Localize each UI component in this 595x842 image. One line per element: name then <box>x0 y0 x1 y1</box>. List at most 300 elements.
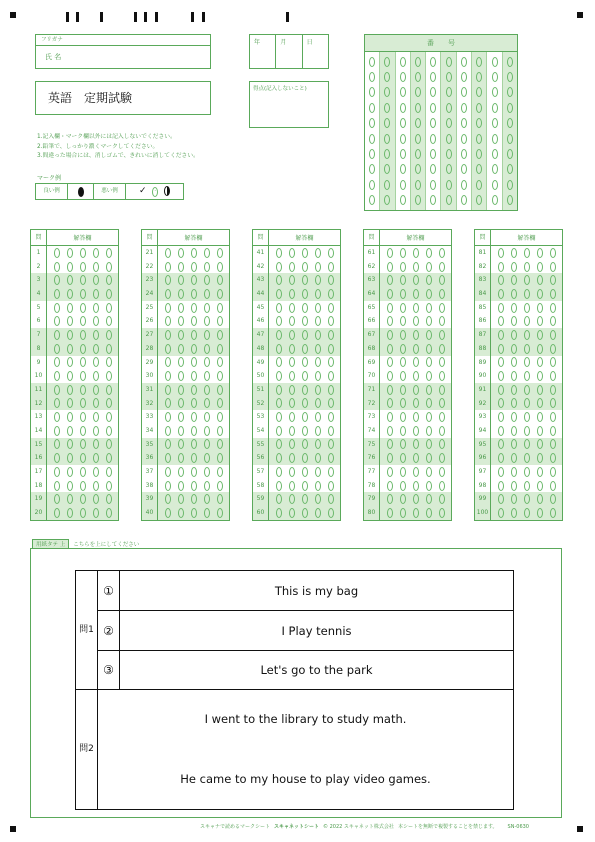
answer-bubble[interactable] <box>54 494 60 504</box>
answer-bubble[interactable] <box>80 453 86 463</box>
number-bubble[interactable] <box>430 118 436 128</box>
answer-bubble[interactable] <box>550 398 556 408</box>
answer-row[interactable] <box>475 506 562 520</box>
answer-bubble[interactable] <box>537 316 543 326</box>
answer-bubble[interactable] <box>93 330 99 340</box>
answer-row[interactable] <box>364 356 451 370</box>
answer-bubble[interactable] <box>204 262 210 272</box>
number-bubble[interactable] <box>430 57 436 67</box>
answer-bubble[interactable] <box>165 467 171 477</box>
answer-bubble[interactable] <box>191 357 197 367</box>
answer-bubble[interactable] <box>204 508 210 518</box>
answer-bubble[interactable] <box>178 275 184 285</box>
number-bubble[interactable] <box>492 149 498 159</box>
number-bubble[interactable] <box>507 134 513 144</box>
answer-bubble[interactable] <box>426 330 432 340</box>
answer-row[interactable] <box>364 287 451 301</box>
answer-row[interactable] <box>253 465 340 479</box>
answer-bubble[interactable] <box>165 481 171 491</box>
answer-bubble[interactable] <box>537 330 543 340</box>
number-bubble[interactable] <box>461 103 467 113</box>
answer-row[interactable] <box>142 260 229 274</box>
answer-bubble[interactable] <box>178 494 184 504</box>
answer-bubble[interactable] <box>106 275 112 285</box>
answer-bubble[interactable] <box>498 508 504 518</box>
answer-bubble[interactable] <box>426 371 432 381</box>
answer-row[interactable] <box>364 492 451 506</box>
answer-bubble[interactable] <box>289 357 295 367</box>
answer-bubble[interactable] <box>315 316 321 326</box>
number-bubble[interactable] <box>461 164 467 174</box>
answer-bubble[interactable] <box>191 248 197 258</box>
answer-bubble[interactable] <box>106 426 112 436</box>
answer-bubble[interactable] <box>498 275 504 285</box>
answer-bubble[interactable] <box>550 289 556 299</box>
answer-bubble[interactable] <box>93 303 99 313</box>
answer-bubble[interactable] <box>426 481 432 491</box>
answer-bubble[interactable] <box>439 357 445 367</box>
answer-bubble[interactable] <box>550 303 556 313</box>
answer-row[interactable] <box>142 451 229 465</box>
answer-row[interactable] <box>142 369 229 383</box>
answer-bubble[interactable] <box>302 426 308 436</box>
answer-bubble[interactable] <box>387 385 393 395</box>
answer-bubble[interactable] <box>328 439 334 449</box>
answer-bubble[interactable] <box>315 303 321 313</box>
answer-bubble[interactable] <box>498 398 504 408</box>
number-bubble[interactable] <box>446 103 452 113</box>
answer-row[interactable] <box>142 424 229 438</box>
answer-bubble[interactable] <box>178 344 184 354</box>
answer-bubble[interactable] <box>80 330 86 340</box>
answer-bubble[interactable] <box>511 412 517 422</box>
answer-bubble[interactable] <box>524 453 530 463</box>
number-bubble[interactable] <box>430 180 436 190</box>
number-column[interactable] <box>503 52 517 210</box>
number-bubble[interactable] <box>476 57 482 67</box>
answer-bubble[interactable] <box>315 398 321 408</box>
answer-bubble[interactable] <box>54 248 60 258</box>
answer-bubble[interactable] <box>413 494 419 504</box>
answer-bubble[interactable] <box>426 385 432 395</box>
number-bubble[interactable] <box>507 103 513 113</box>
answer-bubble[interactable] <box>80 248 86 258</box>
answer-bubble[interactable] <box>328 371 334 381</box>
answer-row[interactable] <box>31 369 118 383</box>
answer-bubble[interactable] <box>328 494 334 504</box>
answer-row[interactable] <box>364 246 451 260</box>
answer-bubble[interactable] <box>93 371 99 381</box>
answer-bubble[interactable] <box>204 330 210 340</box>
answer-bubble[interactable] <box>67 316 73 326</box>
answer-bubble[interactable] <box>315 508 321 518</box>
answer-row[interactable] <box>142 479 229 493</box>
answer-bubble[interactable] <box>204 316 210 326</box>
answer-bubble[interactable] <box>537 508 543 518</box>
answer-bubble[interactable] <box>413 344 419 354</box>
answer-bubble[interactable] <box>498 385 504 395</box>
answer-row[interactable] <box>253 506 340 520</box>
answer-row[interactable] <box>31 314 118 328</box>
answer-bubble[interactable] <box>537 385 543 395</box>
answer-bubble[interactable] <box>315 330 321 340</box>
answer-bubble[interactable] <box>204 398 210 408</box>
answer-bubble[interactable] <box>54 453 60 463</box>
answer-bubble[interactable] <box>439 439 445 449</box>
answer-bubble[interactable] <box>67 344 73 354</box>
answer-bubble[interactable] <box>550 316 556 326</box>
answer-bubble[interactable] <box>106 248 112 258</box>
answer-bubble[interactable] <box>498 494 504 504</box>
answer-bubble[interactable] <box>54 385 60 395</box>
answer-bubble[interactable] <box>387 330 393 340</box>
answer-bubble[interactable] <box>106 316 112 326</box>
answer-bubble[interactable] <box>413 371 419 381</box>
answer-bubble[interactable] <box>315 262 321 272</box>
answer-bubble[interactable] <box>537 275 543 285</box>
number-bubble[interactable] <box>384 57 390 67</box>
answer-bubble[interactable] <box>413 412 419 422</box>
answer-bubble[interactable] <box>511 344 517 354</box>
answer-bubble[interactable] <box>387 357 393 367</box>
number-column[interactable] <box>380 52 395 210</box>
answer-bubble[interactable] <box>511 262 517 272</box>
answer-bubble[interactable] <box>93 494 99 504</box>
answer-bubble[interactable] <box>400 453 406 463</box>
answer-bubble[interactable] <box>191 481 197 491</box>
answer-bubble[interactable] <box>302 385 308 395</box>
answer-bubble[interactable] <box>191 275 197 285</box>
answer-bubble[interactable] <box>165 303 171 313</box>
answer-bubble[interactable] <box>524 426 530 436</box>
answer-row[interactable] <box>475 410 562 424</box>
answer-bubble[interactable] <box>178 467 184 477</box>
answer-bubble[interactable] <box>165 275 171 285</box>
answer-bubble[interactable] <box>511 508 517 518</box>
answer-bubble[interactable] <box>537 303 543 313</box>
answer-bubble[interactable] <box>165 398 171 408</box>
answer-block[interactable] <box>252 229 341 521</box>
answer-bubble[interactable] <box>217 426 223 436</box>
answer-bubble[interactable] <box>289 385 295 395</box>
answer-bubble[interactable] <box>289 371 295 381</box>
answer-bubble[interactable] <box>315 275 321 285</box>
answer-row[interactable] <box>142 273 229 287</box>
answer-row[interactable] <box>475 451 562 465</box>
answer-bubble[interactable] <box>217 453 223 463</box>
answer-bubble[interactable] <box>93 262 99 272</box>
number-bubble[interactable] <box>400 118 406 128</box>
answer-bubble[interactable] <box>217 275 223 285</box>
answer-bubble[interactable] <box>511 330 517 340</box>
number-bubble[interactable] <box>446 72 452 82</box>
answer-bubble[interactable] <box>204 344 210 354</box>
answer-row[interactable] <box>31 451 118 465</box>
answer-bubble[interactable] <box>387 439 393 449</box>
q2-answer[interactable] <box>98 690 513 809</box>
answer-bubble[interactable] <box>93 248 99 258</box>
q1-item-3[interactable] <box>98 651 513 690</box>
answer-bubble[interactable] <box>315 371 321 381</box>
number-bubble[interactable] <box>369 164 375 174</box>
answer-bubble[interactable] <box>302 453 308 463</box>
answer-bubble[interactable] <box>550 371 556 381</box>
answer-row[interactable] <box>364 397 451 411</box>
answer-row[interactable] <box>364 328 451 342</box>
answer-bubble[interactable] <box>302 289 308 299</box>
answer-bubble[interactable] <box>537 398 543 408</box>
number-column[interactable] <box>396 52 411 210</box>
answer-bubble[interactable] <box>511 248 517 258</box>
answer-bubble[interactable] <box>276 371 282 381</box>
answer-bubble[interactable] <box>328 508 334 518</box>
answer-bubble[interactable] <box>524 439 530 449</box>
answer-bubble[interactable] <box>93 467 99 477</box>
answer-bubble[interactable] <box>165 412 171 422</box>
answer-bubble[interactable] <box>191 316 197 326</box>
answer-bubble[interactable] <box>191 262 197 272</box>
answer-bubble[interactable] <box>426 262 432 272</box>
number-bubble[interactable] <box>446 87 452 97</box>
answer-row[interactable] <box>253 438 340 452</box>
number-bubble[interactable] <box>415 164 421 174</box>
answer-bubble[interactable] <box>204 248 210 258</box>
answer-row[interactable] <box>31 383 118 397</box>
answer-bubble[interactable] <box>178 481 184 491</box>
answer-bubble[interactable] <box>165 330 171 340</box>
answer-bubble[interactable] <box>387 494 393 504</box>
number-bubble[interactable] <box>400 149 406 159</box>
answer-bubble[interactable] <box>204 481 210 491</box>
answer-bubble[interactable] <box>67 494 73 504</box>
answer-row[interactable] <box>142 342 229 356</box>
answer-bubble[interactable] <box>289 330 295 340</box>
answer-bubble[interactable] <box>67 453 73 463</box>
answer-bubble[interactable] <box>178 316 184 326</box>
answer-bubble[interactable] <box>217 344 223 354</box>
answer-bubble[interactable] <box>178 412 184 422</box>
answer-bubble[interactable] <box>426 426 432 436</box>
answer-bubble[interactable] <box>302 508 308 518</box>
answer-row[interactable] <box>142 397 229 411</box>
answer-bubble[interactable] <box>387 262 393 272</box>
answer-bubble[interactable] <box>276 344 282 354</box>
answer-bubble[interactable] <box>426 453 432 463</box>
answer-bubble[interactable] <box>204 275 210 285</box>
answer-bubble[interactable] <box>276 262 282 272</box>
answer-row[interactable] <box>31 342 118 356</box>
number-bubble[interactable] <box>492 103 498 113</box>
number-column[interactable] <box>487 52 502 210</box>
answer-bubble[interactable] <box>67 371 73 381</box>
number-bubble[interactable] <box>492 72 498 82</box>
answer-bubble[interactable] <box>315 357 321 367</box>
answer-bubble[interactable] <box>276 248 282 258</box>
answer-bubble[interactable] <box>302 481 308 491</box>
answer-bubble[interactable] <box>315 426 321 436</box>
number-bubble[interactable] <box>461 180 467 190</box>
answer-bubble[interactable] <box>511 453 517 463</box>
answer-bubble[interactable] <box>80 398 86 408</box>
answer-row[interactable] <box>253 301 340 315</box>
answer-bubble[interactable] <box>276 289 282 299</box>
answer-bubble[interactable] <box>191 398 197 408</box>
answer-bubble[interactable] <box>439 262 445 272</box>
answer-row[interactable] <box>475 424 562 438</box>
answer-row[interactable] <box>142 314 229 328</box>
answer-bubble[interactable] <box>550 439 556 449</box>
number-bubble[interactable] <box>476 149 482 159</box>
answer-bubble[interactable] <box>80 481 86 491</box>
answer-row[interactable] <box>31 260 118 274</box>
number-bubble[interactable] <box>400 164 406 174</box>
answer-bubble[interactable] <box>426 275 432 285</box>
answer-bubble[interactable] <box>217 289 223 299</box>
number-bubble[interactable] <box>492 134 498 144</box>
answer-bubble[interactable] <box>302 248 308 258</box>
answer-bubble[interactable] <box>498 289 504 299</box>
answer-bubble[interactable] <box>387 275 393 285</box>
answer-bubble[interactable] <box>413 262 419 272</box>
answer-row[interactable] <box>142 287 229 301</box>
number-bubble[interactable] <box>461 72 467 82</box>
number-bubble[interactable] <box>369 57 375 67</box>
answer-bubble[interactable] <box>106 412 112 422</box>
answer-row[interactable] <box>142 328 229 342</box>
answer-bubble[interactable] <box>80 494 86 504</box>
answer-row[interactable] <box>253 492 340 506</box>
answer-bubble[interactable] <box>498 330 504 340</box>
answer-bubble[interactable] <box>315 248 321 258</box>
answer-bubble[interactable] <box>524 289 530 299</box>
number-bubble[interactable] <box>430 149 436 159</box>
answer-bubble[interactable] <box>165 316 171 326</box>
answer-row[interactable] <box>364 451 451 465</box>
answer-bubble[interactable] <box>67 275 73 285</box>
answer-bubble[interactable] <box>302 439 308 449</box>
answer-bubble[interactable] <box>93 439 99 449</box>
answer-bubble[interactable] <box>400 398 406 408</box>
answer-bubble[interactable] <box>400 275 406 285</box>
answer-bubble[interactable] <box>178 453 184 463</box>
answer-bubble[interactable] <box>80 357 86 367</box>
answer-bubble[interactable] <box>550 385 556 395</box>
answer-bubble[interactable] <box>204 412 210 422</box>
answer-bubble[interactable] <box>315 344 321 354</box>
answer-bubble[interactable] <box>524 481 530 491</box>
answer-bubble[interactable] <box>537 439 543 449</box>
answer-bubble[interactable] <box>550 467 556 477</box>
number-bubble[interactable] <box>507 87 513 97</box>
answer-bubble[interactable] <box>550 481 556 491</box>
number-bubble[interactable] <box>507 72 513 82</box>
number-bubble[interactable] <box>430 103 436 113</box>
answer-bubble[interactable] <box>511 398 517 408</box>
answer-bubble[interactable] <box>289 275 295 285</box>
answer-row[interactable] <box>253 424 340 438</box>
answer-row[interactable] <box>475 260 562 274</box>
answer-bubble[interactable] <box>106 453 112 463</box>
answer-bubble[interactable] <box>217 316 223 326</box>
answer-bubble[interactable] <box>387 412 393 422</box>
number-bubble[interactable] <box>446 149 452 159</box>
answer-bubble[interactable] <box>387 398 393 408</box>
answer-bubble[interactable] <box>204 385 210 395</box>
number-bubble[interactable] <box>430 87 436 97</box>
answer-bubble[interactable] <box>302 494 308 504</box>
answer-row[interactable] <box>475 356 562 370</box>
answer-bubble[interactable] <box>439 289 445 299</box>
answer-bubble[interactable] <box>93 357 99 367</box>
answer-bubble[interactable] <box>217 494 223 504</box>
answer-bubble[interactable] <box>80 426 86 436</box>
answer-bubble[interactable] <box>191 453 197 463</box>
answer-row[interactable] <box>364 465 451 479</box>
answer-bubble[interactable] <box>165 344 171 354</box>
number-bubble[interactable] <box>415 149 421 159</box>
answer-bubble[interactable] <box>289 439 295 449</box>
answer-row[interactable] <box>253 273 340 287</box>
answer-bubble[interactable] <box>498 248 504 258</box>
answer-row[interactable] <box>253 328 340 342</box>
answer-bubble[interactable] <box>400 371 406 381</box>
answer-bubble[interactable] <box>67 508 73 518</box>
answer-bubble[interactable] <box>302 275 308 285</box>
answer-bubble[interactable] <box>315 412 321 422</box>
answer-bubble[interactable] <box>80 467 86 477</box>
answer-row[interactable] <box>142 246 229 260</box>
answer-bubble[interactable] <box>276 357 282 367</box>
answer-bubble[interactable] <box>302 330 308 340</box>
answer-bubble[interactable] <box>511 303 517 313</box>
answer-bubble[interactable] <box>276 412 282 422</box>
answer-bubble[interactable] <box>67 357 73 367</box>
answer-bubble[interactable] <box>387 426 393 436</box>
answer-bubble[interactable] <box>550 494 556 504</box>
number-column[interactable] <box>457 52 472 210</box>
answer-bubble[interactable] <box>289 316 295 326</box>
answer-bubble[interactable] <box>400 494 406 504</box>
number-bubble[interactable] <box>415 57 421 67</box>
answer-bubble[interactable] <box>498 357 504 367</box>
answer-bubble[interactable] <box>106 385 112 395</box>
answer-bubble[interactable] <box>276 426 282 436</box>
answer-bubble[interactable] <box>315 481 321 491</box>
answer-bubble[interactable] <box>289 453 295 463</box>
answer-bubble[interactable] <box>413 508 419 518</box>
answer-bubble[interactable] <box>67 467 73 477</box>
answer-bubble[interactable] <box>439 508 445 518</box>
answer-bubble[interactable] <box>165 357 171 367</box>
number-bubble[interactable] <box>430 72 436 82</box>
answer-row[interactable] <box>364 479 451 493</box>
answer-bubble[interactable] <box>511 426 517 436</box>
answer-bubble[interactable] <box>276 275 282 285</box>
score-box[interactable] <box>249 81 329 128</box>
answer-bubble[interactable] <box>217 371 223 381</box>
answer-bubble[interactable] <box>328 412 334 422</box>
answer-bubble[interactable] <box>178 303 184 313</box>
answer-bubble[interactable] <box>524 494 530 504</box>
answer-bubble[interactable] <box>289 412 295 422</box>
answer-bubble[interactable] <box>165 262 171 272</box>
answer-bubble[interactable] <box>80 412 86 422</box>
answer-bubble[interactable] <box>276 494 282 504</box>
answer-bubble[interactable] <box>550 412 556 422</box>
number-bubble[interactable] <box>430 134 436 144</box>
number-bubble[interactable] <box>446 57 452 67</box>
answer-row[interactable] <box>364 260 451 274</box>
